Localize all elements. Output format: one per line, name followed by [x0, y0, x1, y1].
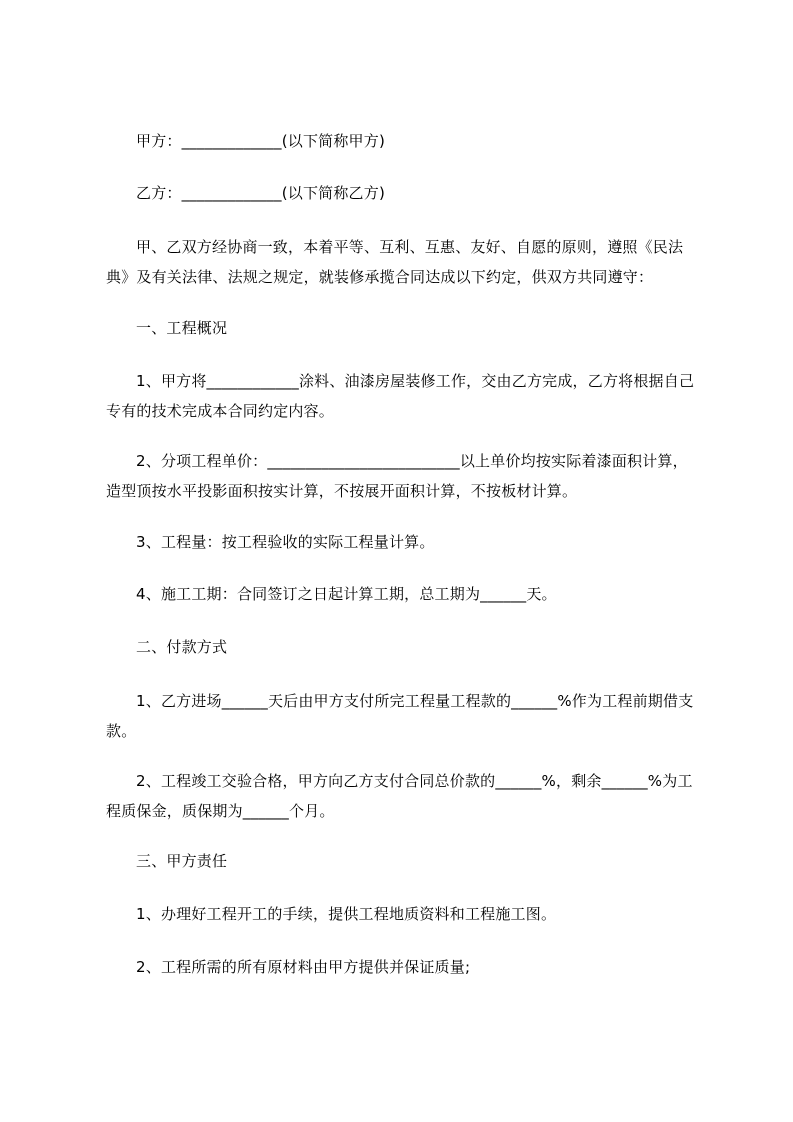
- clause-overview-1: 1、甲方将____________涂料、油漆房屋装修工作，交由乙方完成，乙方将根据自己专有的技术完成本合同约定内容。: [106, 372, 695, 420]
- clause-party-a-2: 2、工程所需的所有原材料由甲方提供并保证质量;: [136, 958, 471, 976]
- clause-overview-2: 2、分项工程单价：_________________________以上单价均按实际着漆面积计算，造型顶按水平投影面积按实计算，不按展开面积计算，不按板材计算。: [106, 452, 688, 500]
- clause-overview-4: 4、施工工期：合同签订之日起计算工期，总工期为______天。: [136, 585, 557, 603]
- section-heading-party-a-duties: 三、甲方责任: [136, 852, 228, 870]
- party-b-line: 乙方：_____________(以下简称乙方): [136, 184, 386, 202]
- section-heading-overview: 一、工程概况: [136, 319, 228, 337]
- clause-payment-2: 2、工程竣工交验合格，甲方向乙方支付合同总价款的______%，剩余______%为工程质保金，质保期为______个月。: [106, 772, 693, 820]
- intro-paragraph: 甲、乙双方经协商一致，本着平等、互利、互惠、友好、自愿的原则，遵照《民法典》及有关法律、法规之规定，就装修承揽合同达成以下约定，供双方共同遵守：: [106, 238, 684, 286]
- section-heading-payment: 二、付款方式: [136, 638, 228, 656]
- clause-party-a-1: 1、办理好工程开工的手续，提供工程地质资料和工程施工图。: [136, 905, 557, 923]
- clause-payment-1: 1、乙方进场______天后由甲方支付所完工程量工程款的______%作为工程前期借支款。: [106, 692, 694, 740]
- clause-overview-3: 3、工程量：按工程验收的实际工程量计算。: [136, 533, 435, 551]
- party-a-line: 甲方：_____________(以下简称甲方): [136, 132, 386, 150]
